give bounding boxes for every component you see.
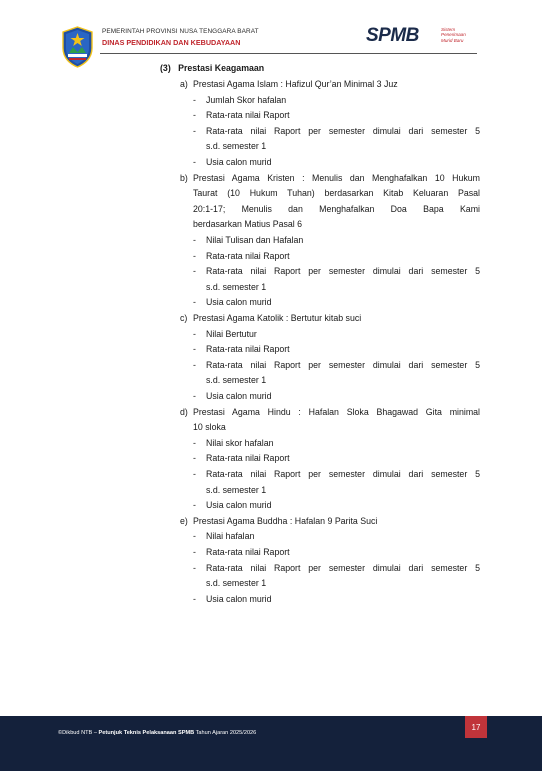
sub-item-text: Usia calon murid	[206, 593, 272, 604]
header-divider	[100, 53, 477, 54]
sub-item-text: Nilai skor hafalan	[206, 437, 274, 448]
dash-bullet-icon: -	[193, 500, 196, 511]
sub-item	[193, 531, 255, 542]
list-item-title-text: Prestasi Agama Katolik : Bertutur kitab suci	[193, 313, 362, 323]
list-item-title-line	[193, 188, 480, 199]
list-item-letter: a)	[180, 79, 188, 89]
list-item-letter: d)	[180, 406, 188, 417]
sub-item-text: Jumlah Skor hafalan	[206, 94, 287, 105]
dash-bullet-icon: -	[193, 531, 196, 542]
spmb-wordmark: SPMB	[366, 25, 419, 46]
department-name: DINAS PENDIDIKAN DAN KEBUDAYAAN	[102, 38, 241, 47]
government-name: PEMERINTAH PROVINSI NUSA TENGGARA BARAT	[102, 28, 259, 35]
dash-bullet-icon: -	[193, 328, 196, 339]
spmb-tagline-line: Murid Baru	[441, 37, 464, 43]
sub-item-continuation	[206, 578, 266, 589]
sub-item	[193, 125, 480, 137]
sub-item-text: Rata-rata nilai Raport	[206, 453, 290, 464]
footer-document-title: Petunjuk Teknis Pelaksanaan SPMB	[98, 730, 195, 736]
sub-item-text: Nilai Tulisan dan Hafalan	[206, 235, 304, 245]
sub-item-text: Usia calon murid	[206, 500, 272, 511]
sub-item-text: Rata-rata nilai Raport per semester dimulai dari semester 5	[206, 125, 480, 136]
dash-bullet-icon: -	[193, 469, 196, 479]
sub-item	[193, 593, 272, 605]
sub-item-text: s.d. semester 1	[206, 141, 267, 152]
sub-item	[193, 359, 480, 371]
list-item-title-text: Taurat (10 Hukum Tuhan) berdasarkan Kitab Keluaran Pasal	[193, 188, 480, 199]
list-item-title-line	[193, 422, 226, 433]
sub-item	[193, 469, 480, 480]
page-footer	[0, 716, 542, 771]
list-item-title-text: Prestasi Agama Buddha : Hafalan 9 Parita Suci	[193, 515, 378, 526]
list-item-title-text: berdasarkan Matius Pasal 6	[193, 219, 303, 230]
footer-caption	[58, 730, 256, 736]
sub-item-text: Usia calon murid	[206, 297, 272, 308]
list-item-title-text: Prestasi Agama Kristen : Menulis dan Menghafalkan 10 Hukum	[193, 172, 480, 183]
spmb-tagline	[441, 27, 466, 43]
list-item-title-line	[193, 219, 302, 230]
page-number: 17	[465, 716, 487, 738]
list-item-letter: e)	[180, 515, 188, 526]
footer-copyright: ©Dikbud NTB –	[58, 730, 97, 736]
sub-item	[193, 266, 480, 277]
dash-bullet-icon: -	[193, 359, 196, 370]
sub-item	[193, 94, 287, 106]
sub-item	[193, 547, 290, 558]
sub-item-text: Nilai hafalan	[206, 531, 255, 542]
list-item-title-line	[180, 313, 362, 324]
section-number: (3)	[160, 63, 171, 73]
sub-item-text: s.d. semester 1	[206, 578, 267, 589]
sub-item-text: Usia calon murid	[206, 391, 272, 401]
list-item-title-line	[180, 515, 378, 527]
sub-item-text: Rata-rata nilai Raport per semester dimulai dari semester 5	[206, 562, 480, 573]
dash-bullet-icon: -	[193, 344, 196, 355]
dash-bullet-icon: -	[193, 562, 196, 573]
list-item-title-line	[180, 79, 398, 90]
list-item-letter: b)	[180, 172, 188, 183]
section-heading	[160, 63, 264, 74]
sub-item-text: Rata-rata nilai Raport per semester dimulai dari semester 5	[206, 266, 480, 277]
sub-item-text: Rata-rata nilai Raport	[206, 110, 290, 121]
sub-item	[193, 157, 272, 168]
sub-item-text: Usia calon murid	[206, 157, 272, 167]
dash-bullet-icon: -	[193, 593, 196, 604]
sub-item-continuation	[206, 141, 266, 152]
list-item-title-line	[180, 172, 480, 184]
page-header	[0, 0, 542, 80]
sub-item	[193, 110, 290, 121]
spmb-tagline-line: Sistem	[441, 27, 456, 32]
ntb-emblem-icon	[61, 26, 94, 68]
sub-item-text: Nilai Bertutur	[206, 328, 257, 339]
list-item-title-line	[193, 204, 480, 215]
sub-item-text: Rata-rata nilai Raport per semester dimulai dari semester 5	[206, 359, 480, 370]
sub-item	[193, 500, 272, 511]
dash-bullet-icon: -	[193, 297, 196, 308]
sub-item	[193, 562, 480, 574]
sub-item	[193, 344, 290, 355]
list-item-title-line	[180, 406, 480, 418]
sub-item-text: Rata-rata nilai Raport	[206, 344, 290, 355]
sub-item-text: s.d. semester 1	[206, 375, 267, 386]
sub-item	[193, 391, 272, 402]
dash-bullet-icon: -	[193, 250, 196, 261]
sub-item-continuation	[206, 485, 266, 496]
sub-item-text: Rata-rata nilai Raport per semester dimulai dari semester 5	[206, 469, 480, 479]
sub-item	[193, 437, 274, 449]
sub-item	[193, 297, 272, 308]
list-item-title-text: 10 sloka	[193, 422, 226, 433]
dash-bullet-icon: -	[193, 125, 196, 136]
dash-bullet-icon: -	[193, 453, 196, 464]
sub-item	[193, 235, 304, 246]
list-item-title-text: 20:1-17; Menulis dan Menghafalkan Doa Bapa Kami	[193, 203, 480, 214]
sub-item	[193, 453, 290, 464]
dash-bullet-icon: -	[193, 547, 196, 557]
dash-bullet-icon: -	[193, 157, 196, 167]
list-item-letter: c)	[180, 313, 188, 323]
sub-item	[193, 250, 290, 262]
dash-bullet-icon: -	[193, 266, 196, 277]
section-title: Prestasi Keagamaan	[178, 63, 265, 73]
spmb-logo	[366, 25, 476, 51]
list-item-title-text: Prestasi Agama Hindu : Hafalan Sloka Bhagawad Gita minimal	[193, 406, 480, 417]
sub-item-text: Rata-rata nilai Raport	[206, 547, 290, 557]
dash-bullet-icon: -	[193, 391, 196, 401]
spmb-tagline-line: Penerimaan	[441, 32, 466, 38]
sub-item-continuation	[206, 282, 266, 293]
sub-item-text: Rata-rata nilai Raport	[206, 250, 290, 261]
sub-item-continuation	[206, 375, 266, 386]
list-item-title-text: Prestasi Agama Islam : Hafizul Qur’an Minimal 3 Juz	[193, 79, 398, 89]
dash-bullet-icon: -	[193, 235, 196, 245]
dash-bullet-icon: -	[193, 94, 196, 105]
sub-item	[193, 328, 257, 340]
dash-bullet-icon: -	[193, 437, 196, 448]
dash-bullet-icon: -	[193, 110, 196, 121]
sub-item-text: s.d. semester 1	[206, 484, 267, 495]
sub-item-text: s.d. semester 1	[206, 281, 267, 292]
footer-academic-year: Tahun Ajaran 2025/2026	[195, 730, 257, 736]
